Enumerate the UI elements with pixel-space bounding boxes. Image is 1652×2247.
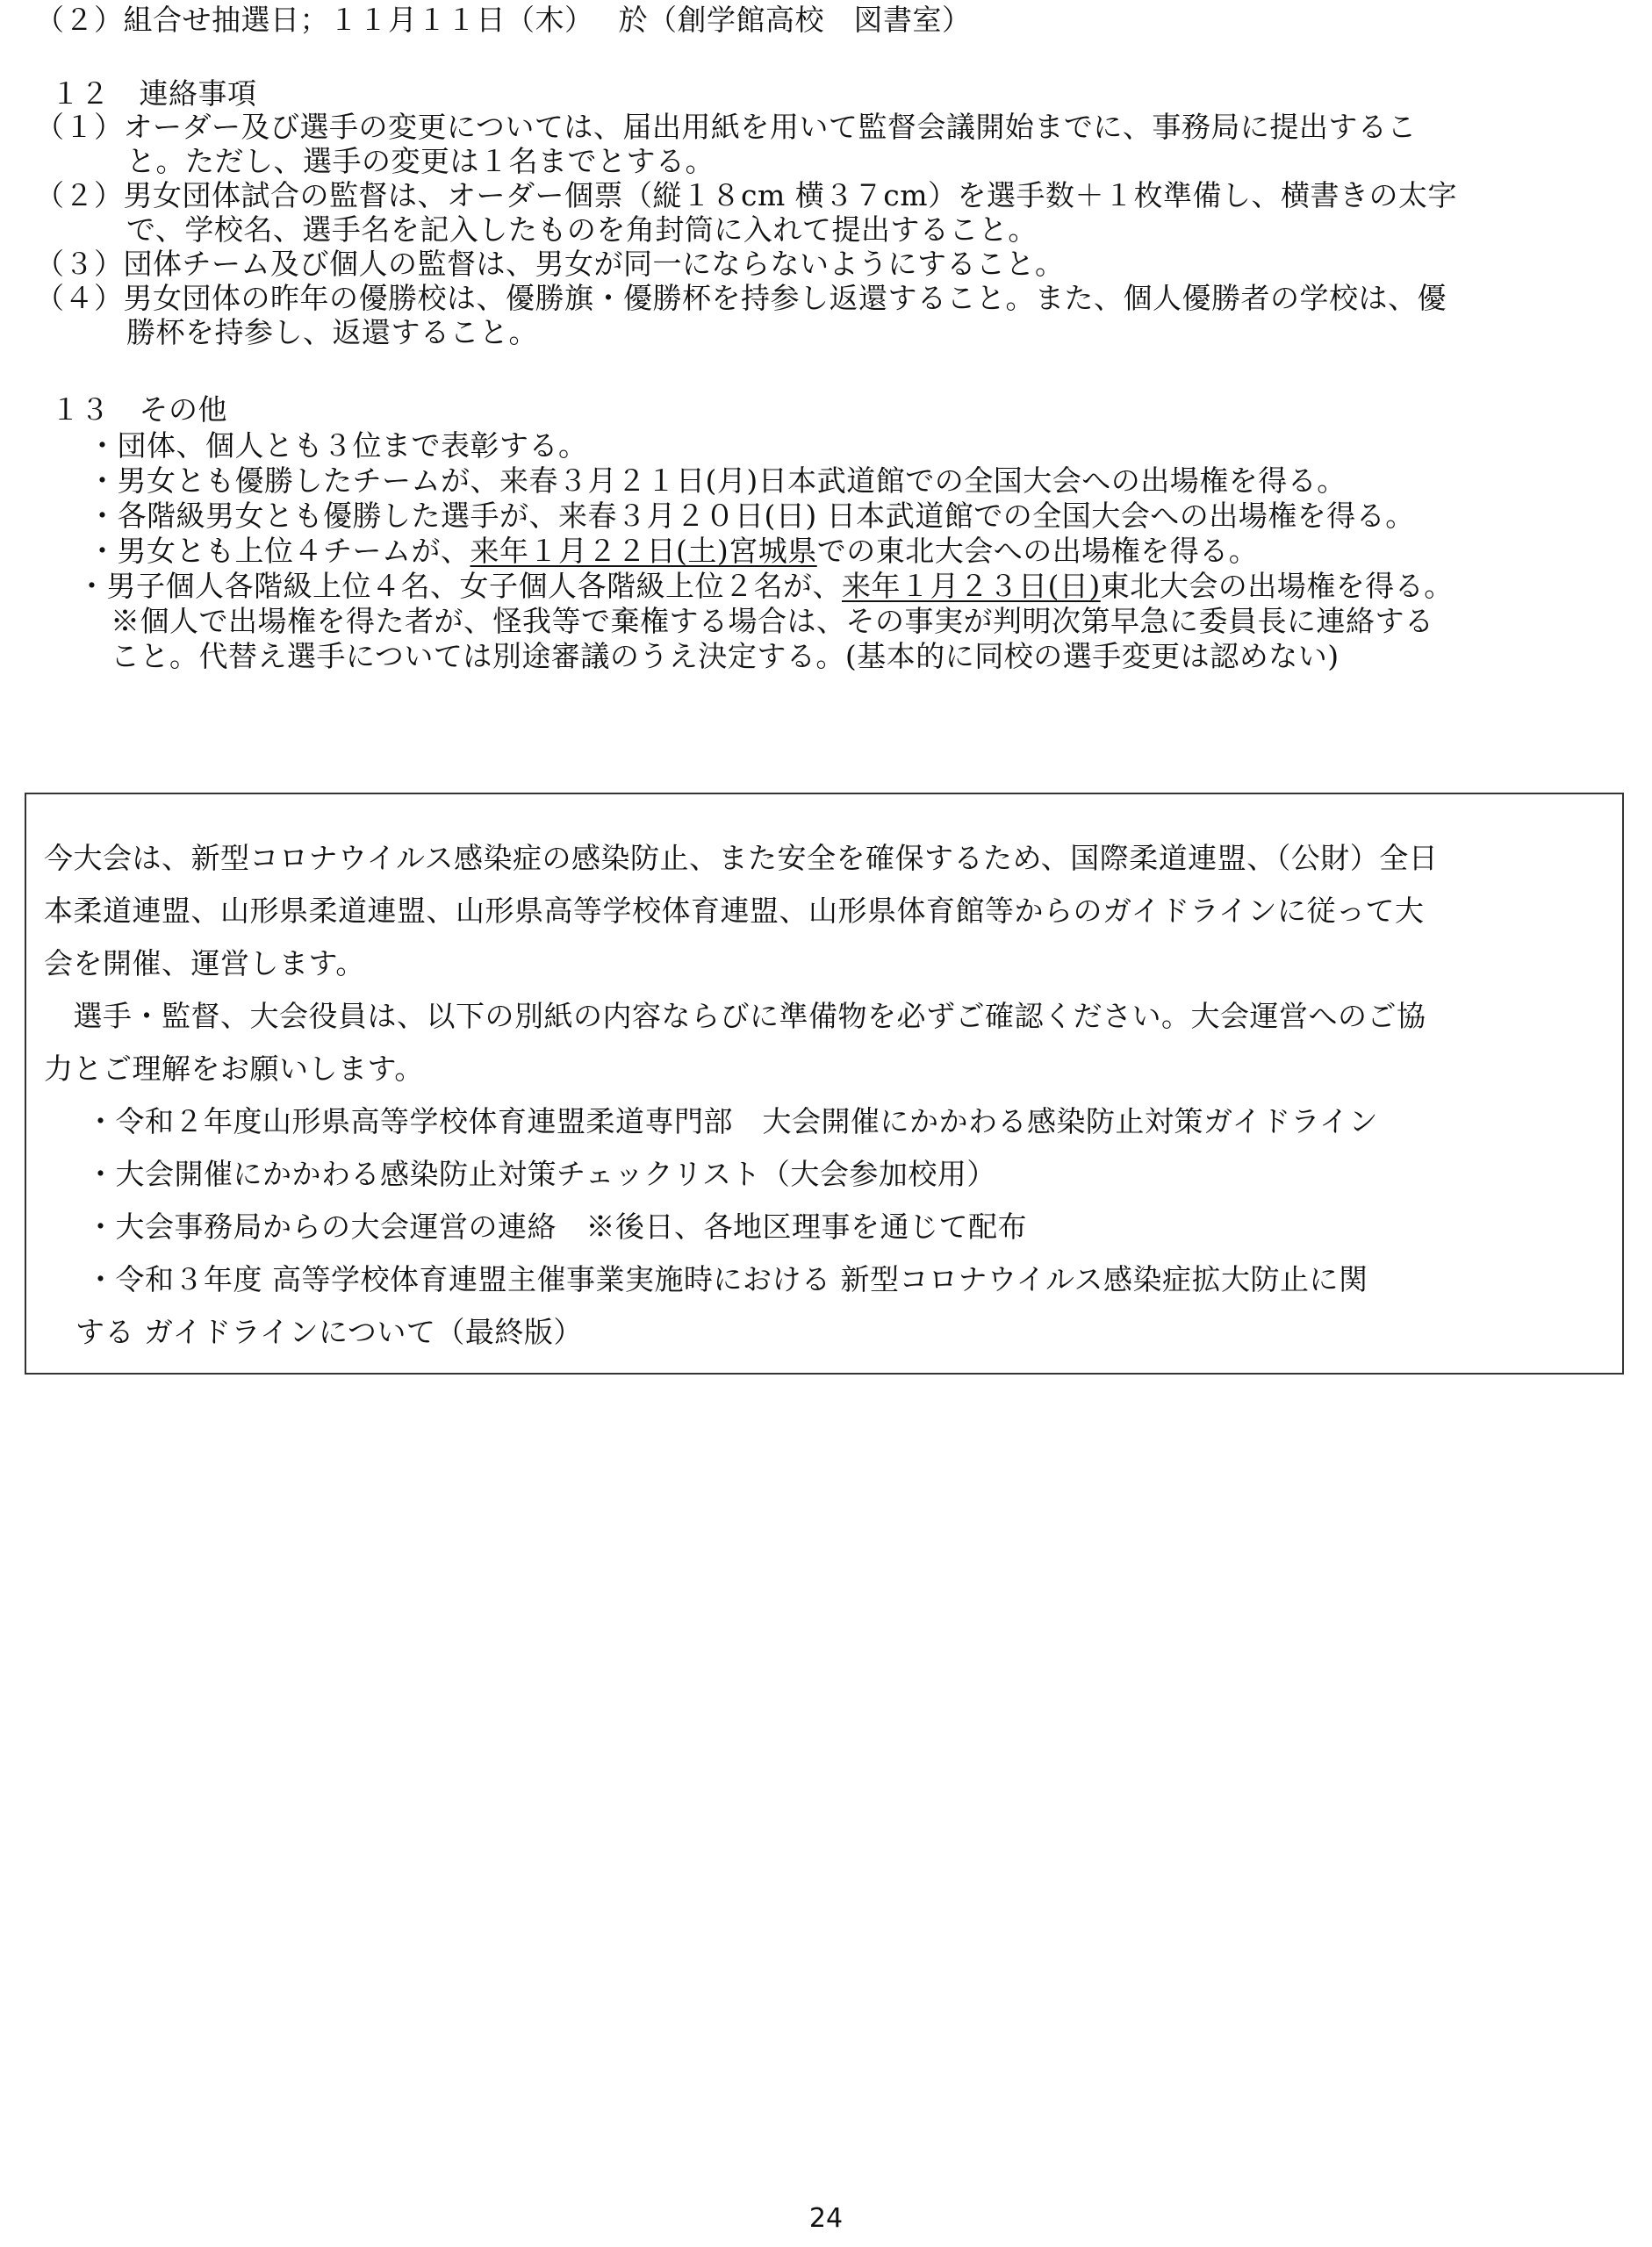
notice-list-item-2: ・大会開催にかかわる感染防止対策チェックリスト（大会参加校用） — [86, 1157, 996, 1191]
bullet-5-underlined-date: 来年１月２３日(日) — [842, 569, 1101, 603]
page-number: 24 — [808, 2203, 844, 2234]
notice-p1-line-1: 今大会は、新型コロナウイルス感染症の感染防止、また安全を確保するため、国際柔道連盟、（公財）全日 — [44, 841, 1439, 875]
section-12-heading: １２ 連絡事項 — [51, 76, 257, 111]
lottery-date-line: （２）組合せ抽選日；１１月１１日（木） 於（創学館高校 図書室） — [35, 3, 972, 37]
notice-list-item-4-line-1: ・令和３年度 高等学校体育連盟主催事業実施時における 新型コロナウイルス感染症拡大防止に関 — [86, 1262, 1368, 1296]
section-13-bullet-4 — [88, 533, 1258, 570]
covid-notice-box — [25, 793, 1624, 1375]
notice-list-item-3: ・大会事務局からの大会運営の連絡 ※後日、各地区理事を通じて配布 — [86, 1210, 1027, 1244]
bullet-4-suffix: での東北大会への出場権を得る。 — [816, 534, 1259, 568]
section-12-item-3: （３）団体チーム及び個人の監督は、男女が同一にならないようにすること。 — [35, 247, 1065, 281]
bullet-5-prefix: ・男子個人各階級上位４名、女子個人各階級上位２名が、 — [77, 569, 842, 603]
section-12-item-2-line-2: で、学校名、選手名を記入したものを角封筒に入れて提出すること。 — [126, 212, 1038, 247]
notice-p2-line-2: 力とご理解をお願いします。 — [44, 1052, 424, 1086]
section-13-note-line-2: こと。代替え選手については別途審議のうえ決定する。(基本的に同校の選手変更は認めない) — [111, 639, 1340, 673]
section-13-bullet-5 — [77, 568, 1454, 605]
bullet-5-suffix: 東北大会の出場権を得る。 — [1100, 569, 1454, 603]
section-12-item-4-line-2: 勝杯を持参し、返還すること。 — [126, 315, 538, 349]
section-12-item-1-line-2: と。ただし、選手の変更は１名までとする。 — [126, 144, 715, 178]
section-13-bullet-3: ・各階級男女とも優勝した選手が、来春３月２０日(日) 日本武道館での全国大会への出場権を得る。 — [88, 499, 1415, 533]
section-13-note-line-1: ※個人で出場権を得た者が、怪我等で棄権する場合は、その事実が判明次第早急に委員長に連絡する — [111, 604, 1434, 638]
section-13-bullet-1: ・団体、個人とも３位まで表彰する。 — [88, 428, 588, 463]
section-13-heading: １３ その他 — [51, 392, 227, 427]
section-12-item-4-line-1: （４）男女団体の昨年の優勝校は、優勝旗・優勝杯を持参し返還すること。また、個人優勝者の学校は、優 — [35, 281, 1447, 315]
section-13-bullet-2: ・男女とも優勝したチームが、来春３月２１日(月)日本武道館での全国大会への出場権を得る。 — [88, 463, 1347, 498]
bullet-4-underlined-date: 来年１月２２日(土)宮城県 — [470, 534, 817, 568]
section-12-item-2-line-1: （２）男女団体試合の監督は、オーダー個票（縦１８cm 横３７cm）を選手数＋１枚準備し、横書きの太字 — [35, 178, 1458, 212]
notice-list-item-1: ・令和２年度山形県高等学校体育連盟柔道専門部 大会開催にかかわる感染防止対策ガイドライン — [86, 1104, 1379, 1138]
section-12-item-1-line-1: （１）オーダー及び選手の変更については、届出用紙を用いて監督会議開始までに、事務局に提出するこ — [35, 110, 1417, 144]
notice-p1-line-3: 会を開催、運営します。 — [44, 946, 365, 980]
notice-p2-line-1: 選手・監督、大会役員は、以下の別紙の内容ならびに準備物を必ずご確認ください。大会運営へのご協 — [44, 999, 1426, 1033]
bullet-4-prefix: ・男女とも上位４チームが、 — [88, 534, 470, 568]
notice-list-item-4-line-2: する ガイドラインについて（最終版） — [75, 1315, 583, 1349]
notice-p1-line-2: 本柔道連盟、山形県柔道連盟、山形県高等学校体育連盟、山形県体育館等からのガイドラインに従って大 — [44, 894, 1425, 928]
